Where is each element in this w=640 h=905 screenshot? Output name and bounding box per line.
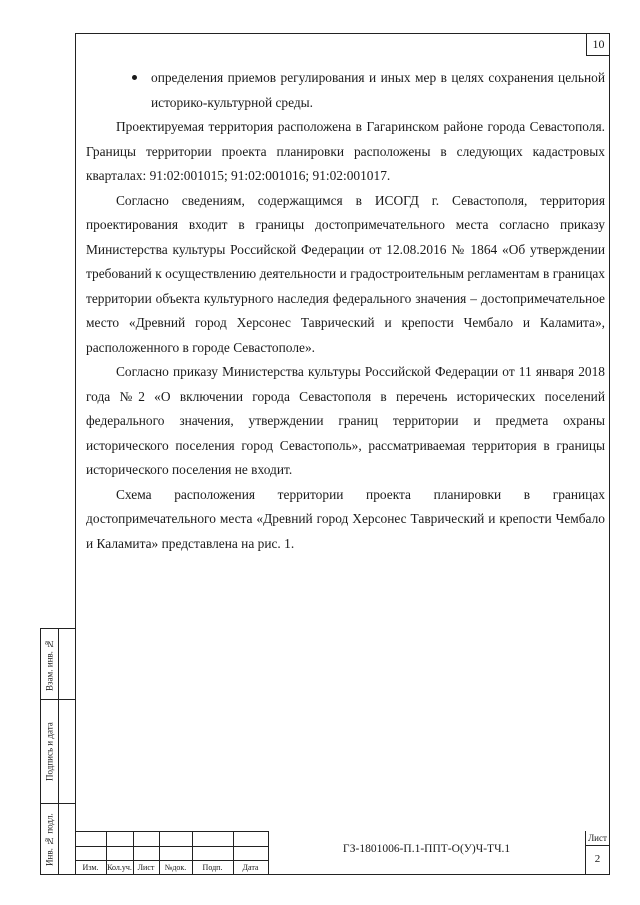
title-block xyxy=(75,831,610,875)
list-item xyxy=(126,66,605,115)
col-podp: Подп. xyxy=(202,863,223,872)
paragraph-2: Согласно сведениям, содержащимся в ИСОГД г. Севастополя, территория проектирования входит в границы достопримечательного места согласно приказу Министерства культуры Российской Федерации от 12.08.2016 № 1864 «Об утверждении требований к осуществлению деятельности и градостроительным регламентам в границах территории объекта культурного наследия федерального значения – достопримечательное место «Древний город Херсонес Таврический и крепости Чембало и Каламита», расположенного в городе Севастополе». xyxy=(86,192,605,355)
document-code: ГЗ-1801006-П.1-ППТ-О(У)Ч-ТЧ.1 xyxy=(342,843,511,855)
paragraph-1: Проектируемая территория расположена в Гагаринском районе города Севастополя. Границы территории проекта планировки расположены в следующих кадастровых кварталах: 91:02:001015; 91:02:001016; 91:02:001017. xyxy=(86,119,605,183)
side-stamp-labels xyxy=(41,629,59,874)
inv-original-label: Инв. № подл. xyxy=(44,813,55,867)
sheet-label: Лист xyxy=(588,833,607,843)
col-ndok: №док. xyxy=(164,863,187,872)
paragraph-3: Согласно приказу Министерства культуры Российской Федерации от 11 января 2018 года №2 «О включении города Севастополя в перечень исторических поселений федерального значения, утверждении границ территории и предмета охраны исторического поселения город Севастополь», рассматриваемая территория в границы исторического поселения не входит. xyxy=(86,364,605,477)
sheet-number: 2 xyxy=(594,853,601,865)
col-izm: Изм. xyxy=(82,863,99,872)
signature-date-label: Подпись и дата xyxy=(44,722,55,782)
col-koluch: Кол.уч. xyxy=(107,863,132,872)
bullet-text: определения приемов регулирования и иных мер в целях сохранения цельной историко-культурной среды. xyxy=(151,70,605,110)
bullet-icon xyxy=(132,75,137,80)
col-data: Дата xyxy=(242,863,259,872)
top-page-number: 10 xyxy=(586,33,610,56)
col-list: Лист xyxy=(137,863,155,872)
vzam-inv-label: Взам. инв. № xyxy=(44,638,55,691)
side-stamp-values xyxy=(59,629,76,874)
paragraph-4: Схема расположения территории проекта планировки в границах достопримечательного места «Древний город Херсонес Таврический и крепости Чембало и Каламита» представлена на рис. 1. xyxy=(86,486,605,551)
document-body xyxy=(86,66,605,556)
side-stamp xyxy=(40,628,75,875)
